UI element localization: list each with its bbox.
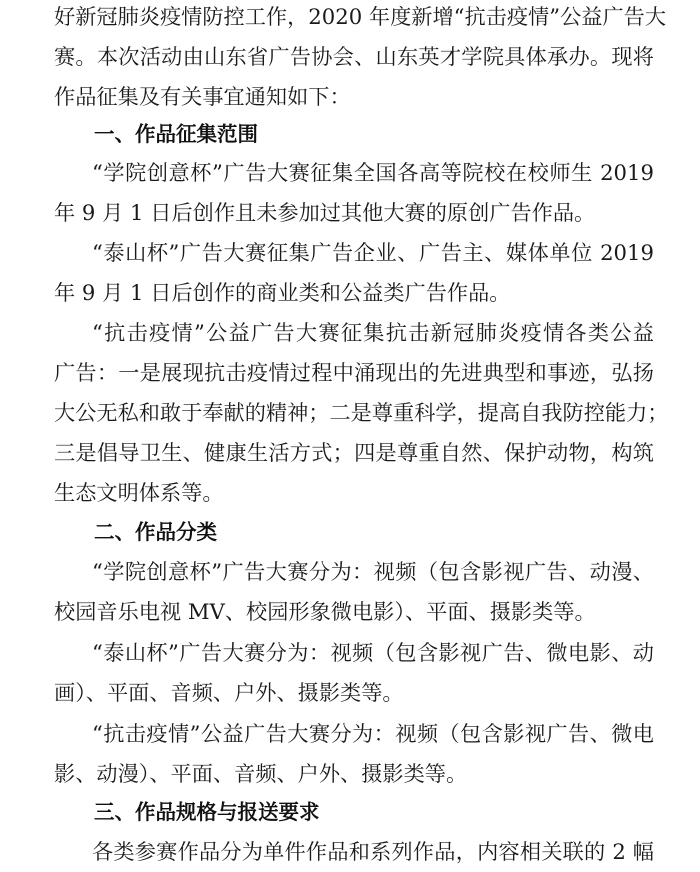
scope-para3-line-4: 三是倡导卫生、健康生活方式；四是尊重自然、保护动物，构筑 [54,440,654,465]
categories-para2-line-1: “泰山杯”广告大赛分为：视频（包含影视广告、微电影、动 [92,640,654,665]
section-heading-categories: 二、作品分类 [94,520,217,544]
scope-para2-line-2: 年 9 月 1 日后创作的商业类和公益类广告作品。 [54,280,511,305]
section-heading-scope: 一、作品征集范围 [94,122,258,146]
scope-para1-line-2: 年 9 月 1 日后创作且未参加过其他大赛的原创广告作品。 [54,200,596,225]
categories-para3-line-2: 影、动漫）、平面、音频、户外、摄影类等。 [54,761,468,786]
specs-para1-line-1: 各类参赛作品分为单件作品和系列作品，内容相关联的 2 幅 [92,839,654,864]
categories-para1-line-2: 校园音乐电视 MV、校园形象微电影）、平面、摄影类等。 [54,599,596,624]
scope-para3-line-5: 生态文明体系等。 [54,480,224,505]
scope-para3-line-3: 大公无私和敢于奉献的精神；二是尊重科学，提高自我防控能力； [54,400,669,425]
scope-para3-line-1: “抗击疫情”公益广告大赛征集抗击新冠肺炎疫情各类公益 [92,320,654,345]
categories-para2-line-2: 画）、平面、音频、户外、摄影类等。 [54,680,404,705]
scope-para2-line-1: “泰山杯”广告大赛征集广告企业、广告主、媒体单位 2019 [92,240,654,265]
scope-para3-line-2: 广告：一是展现抗击疫情过程中涌现出的先进典型和事迹，弘扬 [54,360,654,385]
section-heading-specs: 三、作品规格与报送要求 [94,800,320,824]
intro-line-3: 作品征集及有关事宜通知如下： [54,84,351,109]
intro-line-1: 好新冠肺炎疫情防控工作，2020 年度新增“抗击疫情”公益广告大 [54,4,667,29]
categories-para3-line-1: “抗击疫情”公益广告大赛分为：视频（包含影视广告、微电 [92,721,654,746]
categories-para1-line-1: “学院创意杯”广告大赛分为：视频（包含影视广告、动漫、 [92,559,654,584]
intro-line-2: 赛。本次活动由山东省广告协会、山东英才学院具体承办。现将 [54,44,654,69]
scope-para1-line-1: “学院创意杯”广告大赛征集全国各高等院校在校师生 2019 [92,160,654,185]
